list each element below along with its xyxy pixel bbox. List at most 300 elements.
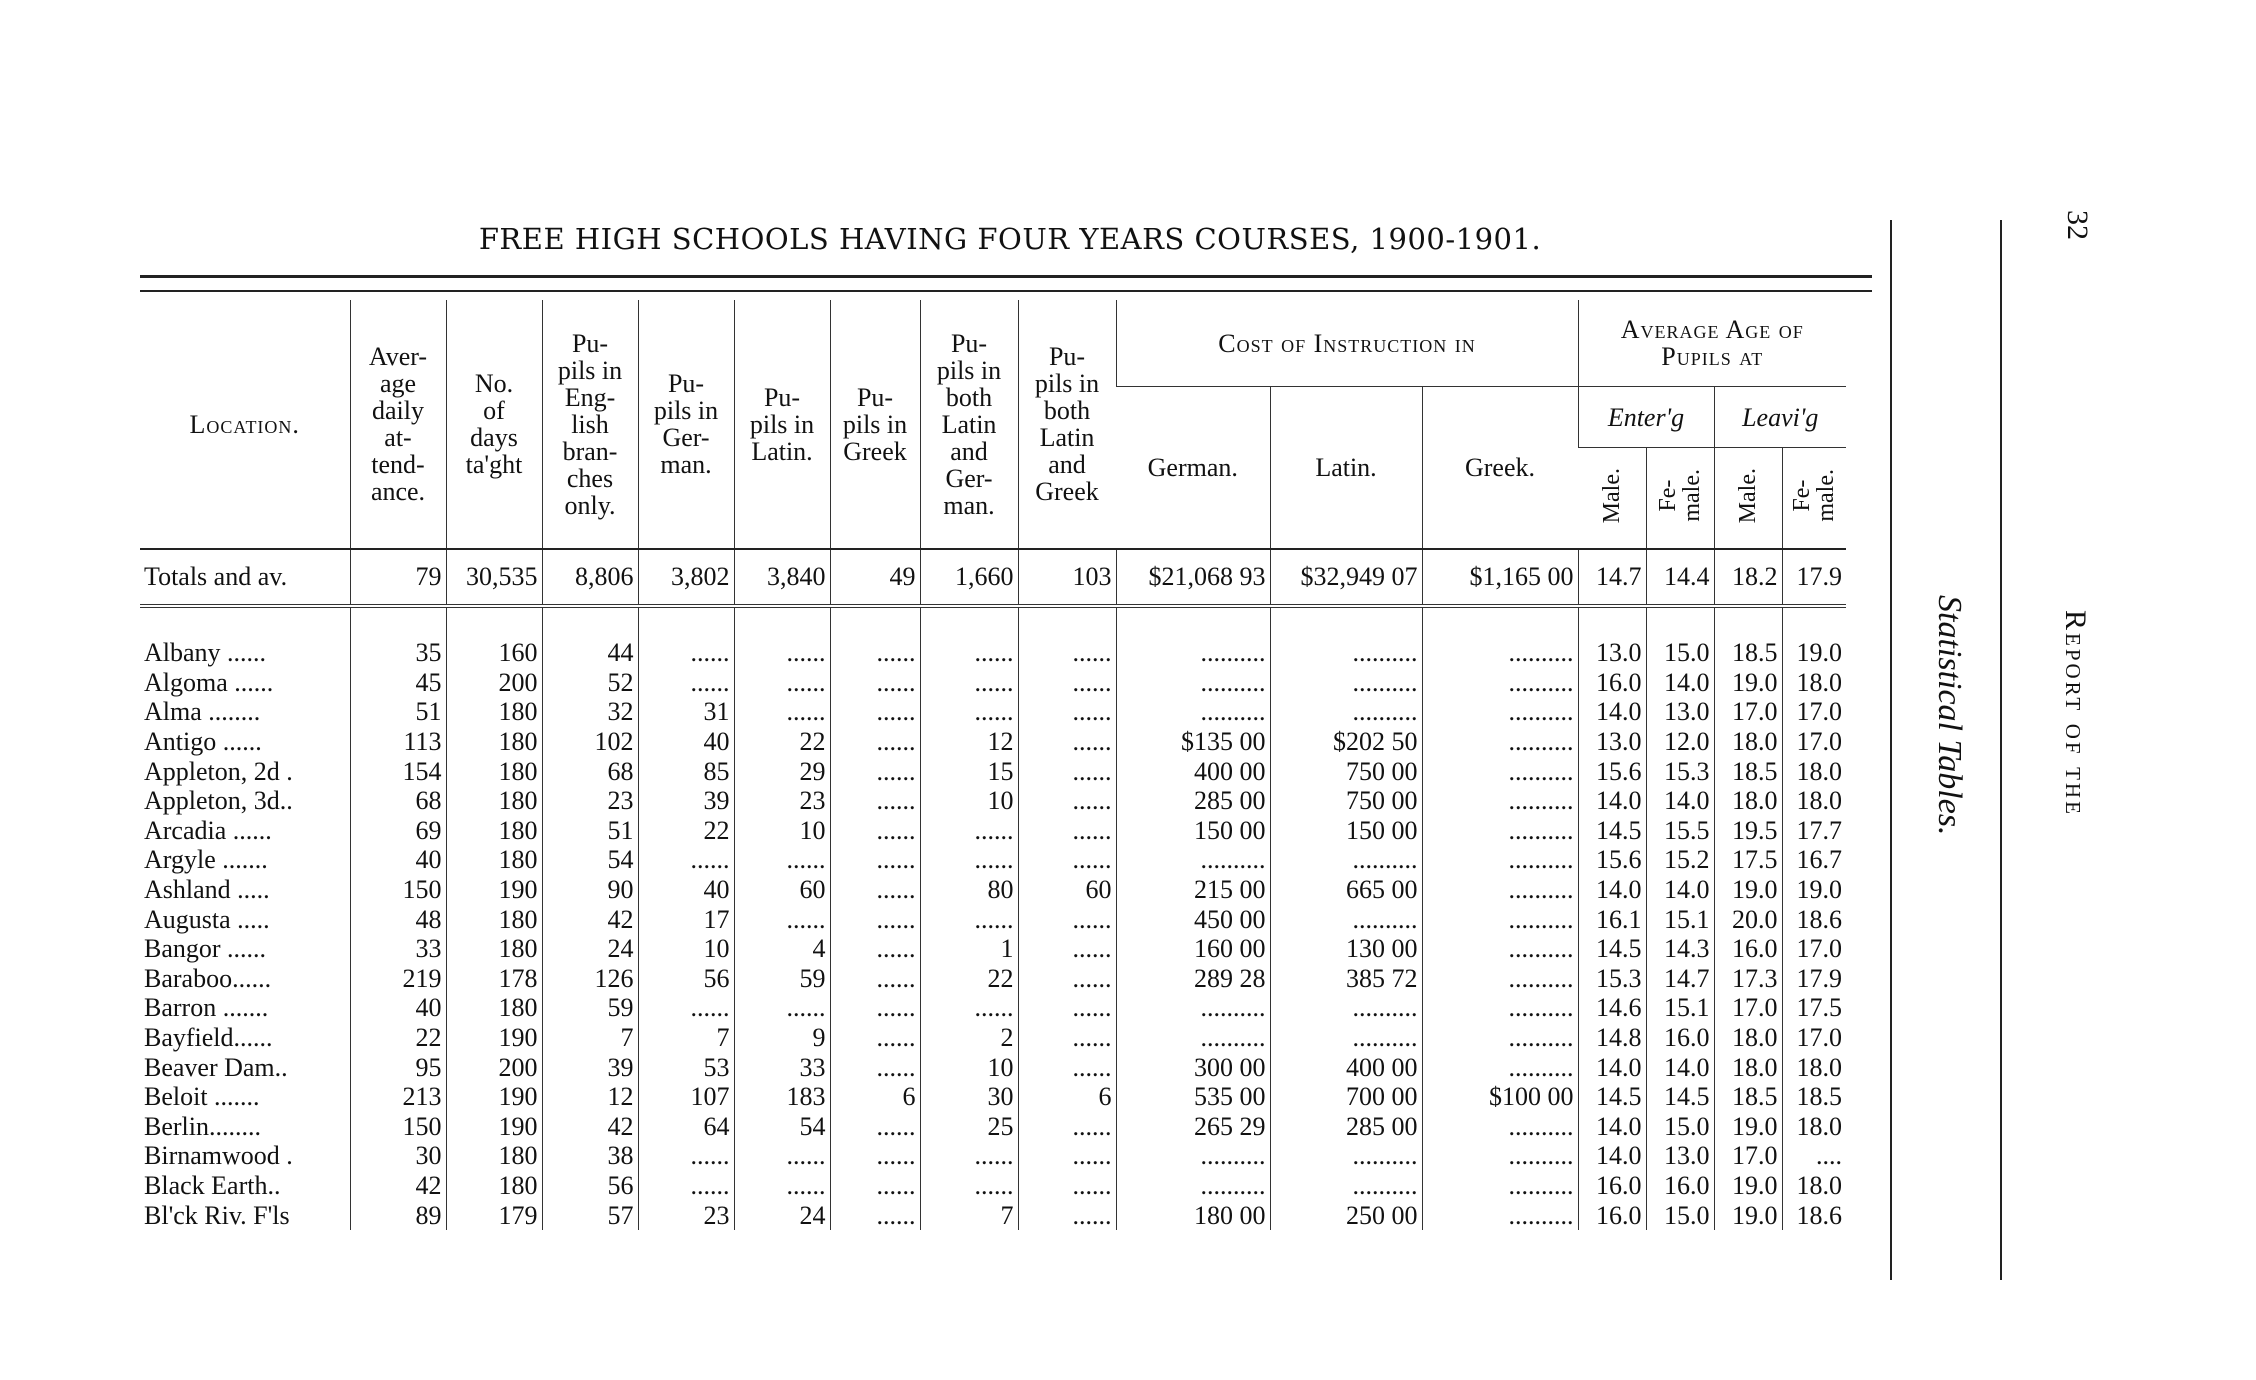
header-location: Location. [140,300,350,549]
data-cell: 535 00 [1116,1082,1270,1112]
data-cell: 9 [734,1023,830,1053]
data-cell: 14.5 [1578,1082,1646,1112]
header-enter-male: Male. [1578,448,1646,550]
data-cell: ...... [638,638,734,668]
data-cell: ...... [830,727,920,757]
data-cell: .......... [1116,993,1270,1023]
data-cell: 18.5 [1782,1082,1846,1112]
data-cell: 213 [350,1082,446,1112]
header-cost-greek: Greek. [1422,387,1578,550]
data-cell: .......... [1422,756,1578,786]
data-cell: ...... [1018,756,1116,786]
outer-margin-rule [2000,220,2002,1280]
data-cell: 42 [542,904,638,934]
data-cell: 14.0 [1578,1052,1646,1082]
data-cell: .......... [1422,1052,1578,1082]
data-cell: 160 00 [1116,934,1270,964]
data-cell: 15.2 [1646,845,1714,875]
data-cell: 13.0 [1578,638,1646,668]
data-cell: 22 [920,964,1018,994]
data-cell: 16.0 [1646,1023,1714,1053]
data-cell: .......... [1116,1023,1270,1053]
data-cell: ...... [1018,1112,1116,1142]
data-cell: 17.0 [1714,1141,1782,1171]
totals-cell: 49 [830,549,920,606]
data-cell: 40 [350,993,446,1023]
data-cell: 85 [638,756,734,786]
location-cell: Alma ........ [144,697,261,727]
data-cell: 38 [542,1141,638,1171]
data-cell: 1 [920,934,1018,964]
header-entering: Enter'g [1578,387,1714,448]
location-cell: Bl'ck Riv. F'ls [144,1200,290,1230]
data-cell: 17.9 [1782,964,1846,994]
table-row [140,1141,1846,1171]
data-cell: .......... [1422,1200,1578,1230]
data-cell: 18.0 [1714,1052,1782,1082]
data-cell: 23 [638,1200,734,1230]
totals-cell: 1,660 [920,549,1018,606]
header-enter-female: Fe- male. [1646,448,1714,550]
data-cell: ...... [734,1141,830,1171]
location-cell: Appleton, 2d . [144,756,293,786]
location-cell: Augusta ..... [144,904,270,934]
data-cell: 2 [920,1023,1018,1053]
data-cell: ...... [830,993,920,1023]
table-row [140,727,1846,757]
data-cell: .......... [1270,638,1422,668]
data-cell: 180 [446,786,542,816]
data-cell: 102 [542,727,638,757]
data-cell: 17.0 [1782,1023,1846,1053]
data-cell: 10 [638,934,734,964]
data-cell: 6 [830,1082,920,1112]
data-cell: 33 [350,934,446,964]
data-cell: 18.6 [1782,1200,1846,1230]
data-cell: 180 [446,756,542,786]
header-english-only: Pu- pils in Eng- lish bran- ches only. [542,300,638,549]
totals-cell: 8,806 [542,549,638,606]
data-cell: 42 [350,1171,446,1201]
data-cell: 14.5 [1578,934,1646,964]
data-cell: 17.0 [1782,727,1846,757]
data-cell: 17.0 [1714,993,1782,1023]
data-cell: 10 [734,816,830,846]
totals-cell: 3,802 [638,549,734,606]
data-cell: 14.8 [1578,1023,1646,1053]
statistics-table [140,300,1846,1230]
data-cell: 17.0 [1782,934,1846,964]
data-cell: .......... [1270,904,1422,934]
data-cell: ...... [638,1171,734,1201]
data-cell: 15.3 [1578,964,1646,994]
data-cell: 250 00 [1270,1200,1422,1230]
data-cell: 215 00 [1116,875,1270,905]
data-cell: 31 [638,697,734,727]
data-cell: ...... [830,756,920,786]
table-row [140,786,1846,816]
data-cell: ...... [830,1112,920,1142]
location-cell: Albany ...... [144,638,267,668]
data-cell: 54 [734,1112,830,1142]
table-row [140,1052,1846,1082]
data-cell: 16.7 [1782,845,1846,875]
data-cell: ...... [1018,845,1116,875]
data-cell: ...... [1018,638,1116,668]
data-cell: 68 [350,786,446,816]
data-cell: ...... [734,993,830,1023]
data-cell: .......... [1422,1171,1578,1201]
location-cell: Arcadia ...... [144,815,272,845]
data-cell: 14.0 [1578,875,1646,905]
data-cell: 19.0 [1714,1112,1782,1142]
data-cell: 40 [638,727,734,757]
right-margin-rule [1890,220,1892,1280]
data-cell: 7 [920,1200,1018,1230]
data-cell: 48 [350,904,446,934]
totals-row [140,549,1846,606]
data-cell: 400 00 [1116,756,1270,786]
table-row [140,1171,1846,1201]
data-cell: 150 [350,875,446,905]
table-row [140,638,1846,668]
data-cell: 17.7 [1782,816,1846,846]
table-row [140,993,1846,1023]
data-cell: 18.0 [1782,1112,1846,1142]
location-cell: Appleton, 3d.. [144,786,293,816]
data-cell: 19.0 [1714,668,1782,698]
data-cell: 179 [446,1200,542,1230]
data-cell: 113 [350,727,446,757]
data-cell: 14.0 [1646,668,1714,698]
data-cell: 16.0 [1578,1200,1646,1230]
data-cell: ...... [1018,1200,1116,1230]
header-avg-attendance: Aver- age daily at- tend- ance. [350,300,446,549]
data-cell: ...... [920,845,1018,875]
data-cell: 154 [350,756,446,786]
header-greek: Pu- pils in Greek [830,300,920,549]
table-row [140,816,1846,846]
data-cell: .......... [1422,697,1578,727]
header-cost-german: German. [1116,387,1270,550]
data-cell: .......... [1422,1023,1578,1053]
data-cell: 90 [542,875,638,905]
data-cell: 14.0 [1646,786,1714,816]
data-cell: 4 [734,934,830,964]
data-cell: 190 [446,875,542,905]
data-cell: 150 [350,1112,446,1142]
data-cell: 665 00 [1270,875,1422,905]
data-cell: 18.0 [1714,786,1782,816]
data-cell: 56 [638,964,734,994]
data-cell: 12.0 [1646,727,1714,757]
data-cell: ...... [920,638,1018,668]
data-cell: 30 [350,1141,446,1171]
data-cell: 15.6 [1578,756,1646,786]
data-cell: 24 [542,934,638,964]
data-cell: 700 00 [1270,1082,1422,1112]
data-cell: ...... [830,1023,920,1053]
data-cell: 15.6 [1578,845,1646,875]
header-latin: Pu- pils in Latin. [734,300,830,549]
data-cell: 180 [446,1171,542,1201]
data-cell: 18.0 [1714,1023,1782,1053]
data-cell: ...... [830,1052,920,1082]
data-cell: ...... [1018,1171,1116,1201]
title-rule [140,275,1872,278]
data-cell: 51 [350,697,446,727]
totals-cell: 18.2 [1714,549,1782,606]
data-cell: .......... [1116,638,1270,668]
header-leave-male: Male. [1714,448,1782,550]
data-cell: 14.0 [1646,875,1714,905]
data-cell: 29 [734,756,830,786]
data-cell: 6 [1018,1082,1116,1112]
data-cell: 15.3 [1646,756,1714,786]
data-cell: 18.0 [1782,756,1846,786]
data-cell: 39 [638,786,734,816]
totals-cell: 103 [1018,549,1116,606]
data-cell: 190 [446,1082,542,1112]
data-cell: ...... [1018,697,1116,727]
data-cell: ...... [638,993,734,1023]
data-cell: 14.0 [1578,786,1646,816]
location-cell: Bayfield...... [144,1023,273,1053]
location-cell: Barron ....... [144,993,269,1023]
data-cell: $135 00 [1116,727,1270,757]
data-cell: ...... [1018,934,1116,964]
data-cell: .......... [1422,668,1578,698]
data-cell: ...... [1018,816,1116,846]
data-cell: 17.0 [1782,697,1846,727]
data-cell: 56 [542,1171,638,1201]
data-cell: ...... [638,845,734,875]
data-cell: ...... [638,668,734,698]
data-cell: 180 00 [1116,1200,1270,1230]
data-cell: 15.5 [1646,816,1714,846]
data-cell: 385 72 [1270,964,1422,994]
data-cell: 126 [542,964,638,994]
table-row [140,756,1846,786]
running-head: Report of the [2059,610,2092,817]
table-row [140,904,1846,934]
data-cell: 265 29 [1116,1112,1270,1142]
location-cell: Berlin........ [144,1111,261,1141]
data-cell: 39 [542,1052,638,1082]
data-cell: ...... [734,1171,830,1201]
data-cell: ...... [920,697,1018,727]
data-cell: 10 [920,1052,1018,1082]
data-cell: 107 [638,1082,734,1112]
data-cell: 19.0 [1714,1171,1782,1201]
data-cell: 13.0 [1646,1141,1714,1171]
data-cell: 18.0 [1714,727,1782,757]
data-cell: 14.5 [1578,816,1646,846]
data-cell: 180 [446,697,542,727]
data-cell: 18.5 [1714,1082,1782,1112]
data-cell: 180 [446,816,542,846]
data-cell: ...... [830,964,920,994]
data-cell: .......... [1422,1141,1578,1171]
totals-cell: $21,068 93 [1116,549,1270,606]
data-cell: ...... [734,697,830,727]
data-cell: 15 [920,756,1018,786]
data-cell: ...... [830,697,920,727]
data-cell: 60 [1018,875,1116,905]
data-cell: 64 [638,1112,734,1142]
data-cell: .......... [1422,875,1578,905]
data-cell: 180 [446,1141,542,1171]
data-cell: 16.0 [1714,934,1782,964]
table-row [140,1112,1846,1142]
data-cell: 180 [446,845,542,875]
data-cell: 14.0 [1578,697,1646,727]
data-cell: ...... [830,1171,920,1201]
data-cell: ...... [830,845,920,875]
data-cell: 750 00 [1270,786,1422,816]
data-cell: 7 [542,1023,638,1053]
data-cell: .......... [1422,638,1578,668]
data-cell: 150 00 [1116,816,1270,846]
data-cell: 750 00 [1270,756,1422,786]
data-cell: 18.0 [1782,668,1846,698]
data-cell: .......... [1422,993,1578,1023]
data-cell: 18.5 [1714,638,1782,668]
data-cell: .......... [1116,1171,1270,1201]
data-cell: 14.3 [1646,934,1714,964]
data-cell: 160 [446,638,542,668]
data-cell: ...... [920,993,1018,1023]
totals-cell: $32,949 07 [1270,549,1422,606]
data-cell: ...... [830,1141,920,1171]
header-cost-latin: Latin. [1270,387,1422,550]
data-cell: 150 00 [1270,816,1422,846]
data-cell: 18.5 [1714,756,1782,786]
data-cell: 59 [542,993,638,1023]
data-cell: $100 00 [1422,1082,1578,1112]
totals-cell: 14.4 [1646,549,1714,606]
data-cell: 14.7 [1646,964,1714,994]
data-cell: 80 [920,875,1018,905]
header-days-taught: No. of days ta'ght [446,300,542,549]
data-cell: 178 [446,964,542,994]
data-cell: 18.0 [1782,786,1846,816]
data-cell: 22 [350,1023,446,1053]
data-cell: 51 [542,816,638,846]
data-cell: 59 [734,964,830,994]
data-cell: 57 [542,1200,638,1230]
table-row [140,934,1846,964]
data-cell: ...... [920,816,1018,846]
header-leave-female: Fe- male. [1782,448,1846,550]
data-cell: ...... [830,1200,920,1230]
data-cell: 69 [350,816,446,846]
data-cell: ...... [920,904,1018,934]
data-cell: .......... [1270,845,1422,875]
data-cell: 12 [542,1082,638,1112]
data-cell: ...... [830,904,920,934]
data-cell: .......... [1116,845,1270,875]
table-row [140,875,1846,905]
header-latin-greek: Pu- pils in both Latin and Greek [1018,300,1116,549]
table-row [140,1023,1846,1053]
location-cell: Ashland ..... [144,875,270,905]
data-cell: 13.0 [1578,727,1646,757]
data-cell: 17.0 [1714,697,1782,727]
data-cell: 12 [920,727,1018,757]
data-cell: 68 [542,756,638,786]
data-cell: 16.0 [1646,1171,1714,1201]
data-cell: 19.5 [1714,816,1782,846]
data-cell: 219 [350,964,446,994]
data-cell: 40 [350,845,446,875]
data-cell: .......... [1116,697,1270,727]
location-cell: Argyle ....... [144,845,268,875]
data-cell: 17.5 [1782,993,1846,1023]
data-cell: 89 [350,1200,446,1230]
header-leaving: Leavi'g [1714,387,1846,448]
totals-cell: 79 [350,549,446,606]
location-cell: Birnamwood . [144,1141,293,1171]
location-cell: Beloit ....... [144,1082,260,1112]
header-age-group: Average Age of Pupils at [1578,300,1846,387]
data-cell: .......... [1270,993,1422,1023]
data-cell: 52 [542,668,638,698]
data-cell: .......... [1422,727,1578,757]
data-cell: ...... [1018,1023,1116,1053]
data-cell: ...... [1018,1052,1116,1082]
data-cell: 19.0 [1714,1200,1782,1230]
data-cell: 33 [734,1052,830,1082]
data-cell: 300 00 [1116,1052,1270,1082]
data-cell: 285 00 [1116,786,1270,816]
data-cell: 17 [638,904,734,934]
data-cell: 15.1 [1646,904,1714,934]
data-cell: 14.5 [1646,1082,1714,1112]
data-cell: 15.0 [1646,1200,1714,1230]
data-cell: 20.0 [1714,904,1782,934]
data-cell: 18.0 [1782,1171,1846,1201]
data-cell: ...... [830,875,920,905]
data-cell: 14.6 [1578,993,1646,1023]
data-cell: 17.5 [1714,845,1782,875]
data-cell: 22 [638,816,734,846]
data-cell: 180 [446,904,542,934]
data-cell: 14.0 [1578,1141,1646,1171]
data-cell: 130 00 [1270,934,1422,964]
table-row [140,1200,1846,1230]
data-cell: ...... [638,1141,734,1171]
side-subtitle: Statistical Tables. [1931,595,1968,836]
data-cell: .... [1782,1141,1846,1171]
data-cell: .......... [1270,1171,1422,1201]
data-cell: 289 28 [1116,964,1270,994]
data-cell: $202 50 [1270,727,1422,757]
data-cell: 13.0 [1646,697,1714,727]
data-cell: 17.3 [1714,964,1782,994]
data-cell: 30 [920,1082,1018,1112]
data-cell: ...... [1018,668,1116,698]
totals-cell: 17.9 [1782,549,1846,606]
data-cell: ...... [1018,786,1116,816]
location-cell: Bangor ...... [144,934,267,964]
data-cell: 24 [734,1200,830,1230]
data-cell: ...... [734,904,830,934]
data-cell: ...... [734,845,830,875]
data-cell: 54 [542,845,638,875]
data-cell: 15.1 [1646,993,1714,1023]
data-cell: .......... [1422,1112,1578,1142]
